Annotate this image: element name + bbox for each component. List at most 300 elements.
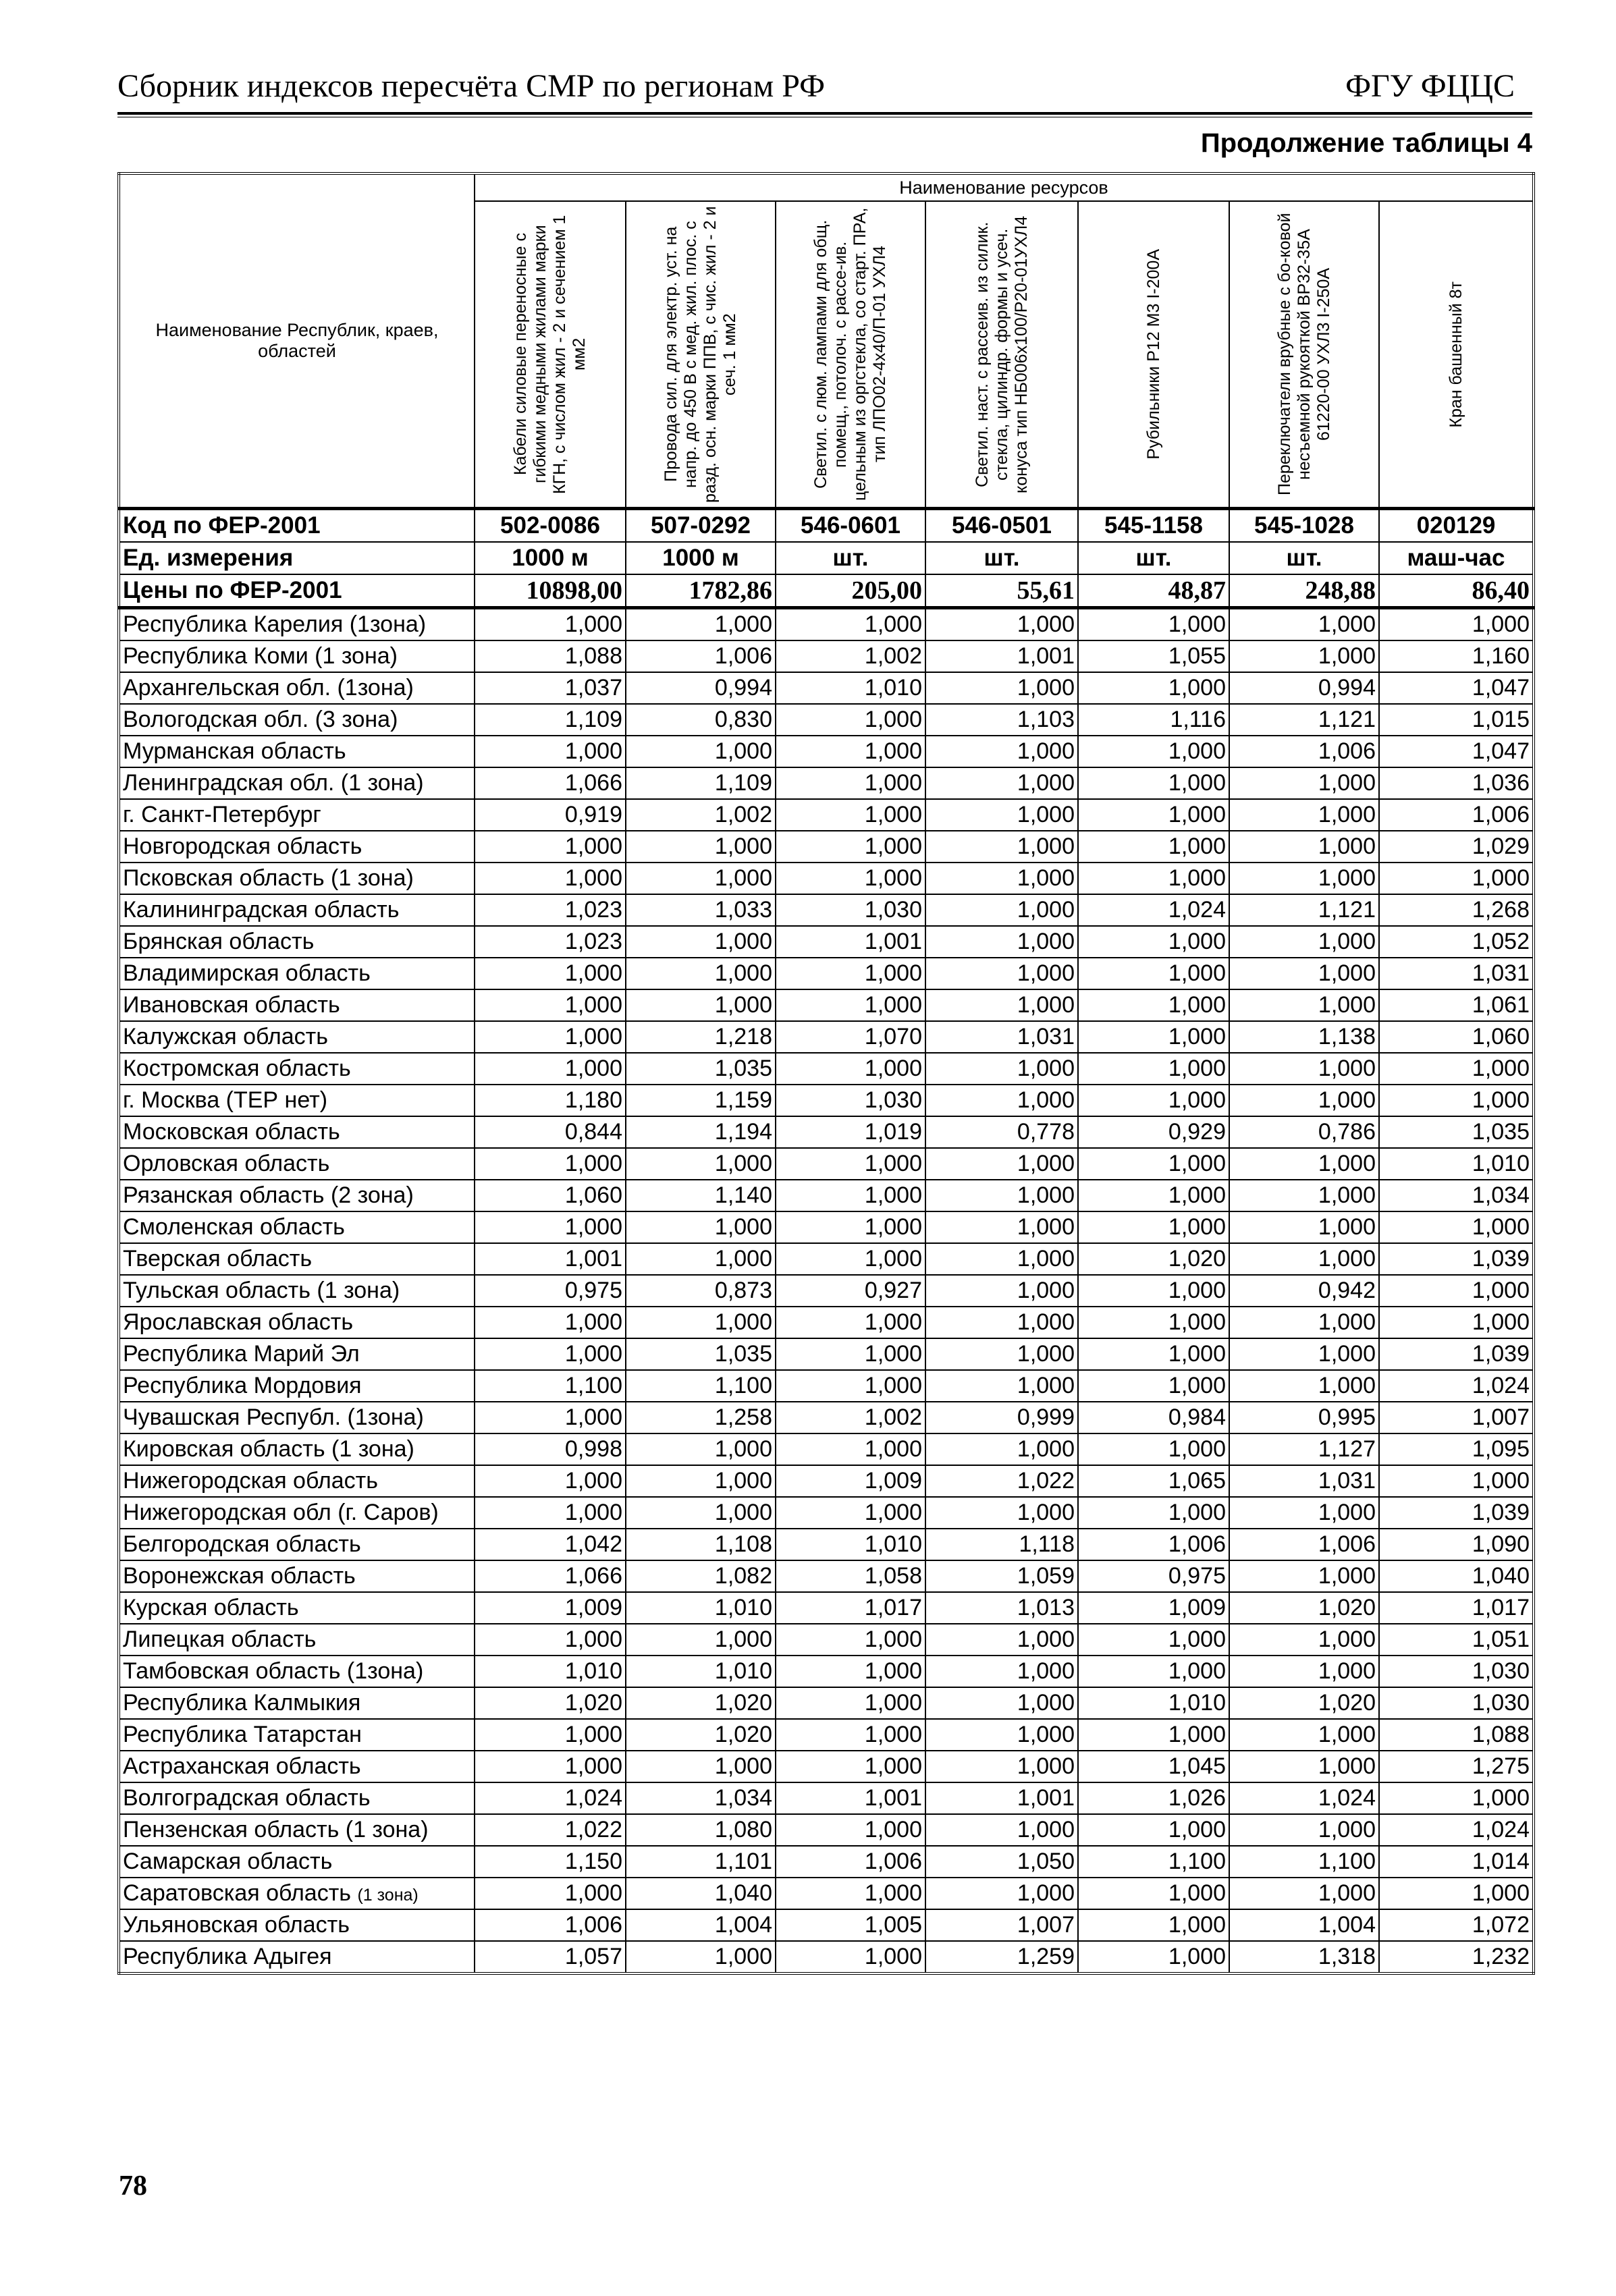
region-name: Брянская область: [123, 929, 315, 954]
table-row: [119, 1624, 1534, 1656]
region-name-cell: [119, 1021, 475, 1053]
index-value-cell: 1,072: [1379, 1909, 1534, 1941]
index-value-cell: 1,004: [1229, 1909, 1379, 1941]
index-value-cell: 1,000: [1379, 1307, 1534, 1338]
region-name: г. Санкт-Петербург: [123, 802, 321, 827]
index-value-cell: 1,001: [925, 1782, 1078, 1814]
region-name-cell: [119, 1529, 475, 1560]
index-value-cell: 1,101: [626, 1846, 776, 1878]
index-value-cell: 1,020: [1229, 1592, 1379, 1624]
index-value-cell: 1,039: [1379, 1497, 1534, 1529]
unit-cell: 1000 м: [626, 542, 776, 574]
fer-code-cell: 502-0086: [475, 509, 626, 543]
index-value-cell: 1,109: [626, 767, 776, 799]
index-value-cell: 0,844: [475, 1116, 626, 1148]
index-value-cell: 1,318: [1229, 1941, 1379, 1973]
index-value-cell: 1,000: [1229, 1751, 1379, 1782]
index-value-cell: 1,000: [626, 1148, 776, 1180]
index-value-cell: 1,020: [1229, 1687, 1379, 1719]
region-name-cell: [119, 1941, 475, 1973]
region-name: Ярославская область: [123, 1309, 354, 1335]
index-value-cell: 1,116: [1078, 704, 1229, 736]
index-value-cell: 1,000: [776, 1243, 925, 1275]
region-name-cell: [119, 1085, 475, 1116]
index-value-cell: 1,040: [1379, 1560, 1534, 1592]
index-value-cell: 1,000: [776, 989, 925, 1021]
index-value-cell: 1,000: [1078, 1497, 1229, 1529]
index-value-cell: 1,060: [475, 1180, 626, 1211]
index-value-cell: 1,000: [626, 736, 776, 767]
index-value-cell: 1,000: [776, 1211, 925, 1243]
region-name: Костромская область: [123, 1056, 351, 1081]
index-value-cell: 1,000: [626, 926, 776, 958]
index-value-cell: 1,047: [1379, 736, 1534, 767]
index-value-cell: 1,059: [925, 1560, 1078, 1592]
index-value-cell: 1,000: [925, 1053, 1078, 1085]
index-value-cell: 1,030: [776, 894, 925, 926]
region-name: Республика Карелия (1зона): [123, 611, 427, 637]
index-value-cell: 1,024: [1379, 1814, 1534, 1846]
index-value-cell: 0,942: [1229, 1275, 1379, 1307]
resource-column-header: [475, 201, 626, 509]
region-name: Курская область: [123, 1595, 299, 1620]
region-name: Московская область: [123, 1119, 340, 1145]
index-value-cell: 1,000: [1078, 1941, 1229, 1973]
index-value-cell: 1,000: [776, 1941, 925, 1973]
table-row: [119, 1307, 1534, 1338]
organization-name: ФГУ ФЦЦС: [1345, 68, 1515, 104]
resource-column-header: [1379, 201, 1534, 509]
table-row: [119, 1529, 1534, 1560]
index-value-cell: 1,000: [1229, 1307, 1379, 1338]
index-value-cell: 1,000: [925, 1338, 1078, 1370]
table-row: [119, 1021, 1534, 1053]
index-value-cell: 1,000: [626, 1211, 776, 1243]
region-name: Смоленская область: [123, 1214, 345, 1240]
index-value-cell: 1,000: [1078, 1148, 1229, 1180]
index-value-cell: 1,108: [626, 1529, 776, 1560]
unit-cell: шт.: [1229, 542, 1379, 574]
index-value-cell: 1,034: [626, 1782, 776, 1814]
table-row: [119, 672, 1534, 704]
index-value-cell: 1,000: [925, 1878, 1078, 1909]
table-row: [119, 704, 1534, 736]
resource-column-header: [626, 201, 776, 509]
region-name-cell: [119, 1402, 475, 1433]
index-value-cell: 1,000: [925, 1719, 1078, 1751]
index-value-cell: 1,000: [925, 989, 1078, 1021]
table-row: [119, 1560, 1534, 1592]
index-value-cell: 1,000: [1078, 926, 1229, 958]
index-value-cell: 1,000: [1229, 1211, 1379, 1243]
region-name-cell: [119, 1782, 475, 1814]
region-name-cell: [119, 989, 475, 1021]
index-value-cell: 1,000: [1229, 1370, 1379, 1402]
region-column-header: Наименование Республик, краев, областей: [119, 173, 475, 509]
index-value-cell: 1,100: [475, 1370, 626, 1402]
index-value-cell: 1,004: [626, 1909, 776, 1941]
index-value-cell: 0,994: [1229, 672, 1379, 704]
index-value-cell: 1,000: [626, 1465, 776, 1497]
region-name: Республика Калмыкия: [123, 1690, 361, 1716]
table-row: [119, 1592, 1534, 1624]
index-value-cell: 1,000: [1078, 1021, 1229, 1053]
index-value-cell: 1,024: [1229, 1782, 1379, 1814]
index-value-cell: 1,000: [1229, 1814, 1379, 1846]
index-value-cell: 1,000: [1078, 1433, 1229, 1465]
index-value-cell: 1,060: [1379, 1021, 1534, 1053]
index-value-cell: 1,010: [1078, 1687, 1229, 1719]
index-value-cell: 1,000: [776, 1307, 925, 1338]
index-value-cell: 1,088: [475, 640, 626, 672]
region-name: Ивановская область: [123, 992, 340, 1018]
fer-code-cell: 507-0292: [626, 509, 776, 543]
index-value-cell: 1,010: [475, 1656, 626, 1687]
index-value-cell: 1,000: [925, 1370, 1078, 1402]
index-value-cell: 1,000: [1379, 1085, 1534, 1116]
index-value-cell: 1,031: [1379, 958, 1534, 989]
region-name-cell: [119, 1560, 475, 1592]
index-value-cell: 1,024: [475, 1782, 626, 1814]
table-row: [119, 1211, 1534, 1243]
index-value-cell: 1,002: [626, 799, 776, 831]
table-row: [119, 1053, 1534, 1085]
index-value-cell: 0,919: [475, 799, 626, 831]
index-value-cell: 1,000: [1078, 1656, 1229, 1687]
region-name: Архангельская обл. (1зона): [123, 675, 414, 701]
index-value-cell: 1,000: [925, 863, 1078, 894]
index-value-cell: 1,039: [1379, 1338, 1534, 1370]
index-value-cell: 1,000: [1229, 1878, 1379, 1909]
table-row: [119, 1433, 1534, 1465]
region-name: Тверская область: [123, 1246, 313, 1272]
resources-header: Наименование ресурсов: [475, 173, 1534, 201]
price-cell: 55,61: [925, 574, 1078, 608]
index-value-cell: 1,051: [1379, 1624, 1534, 1656]
region-name: Республика Мордовия: [123, 1373, 362, 1398]
region-name: Калужская область: [123, 1024, 328, 1049]
table-row: [119, 1719, 1534, 1751]
index-value-cell: 1,001: [776, 1782, 925, 1814]
table-continuation-caption: Продолжение таблицы 4: [1200, 128, 1532, 158]
index-value-cell: 1,030: [1379, 1687, 1534, 1719]
region-name: Новгородская область: [123, 833, 362, 859]
table-row: [119, 799, 1534, 831]
index-value-cell: 1,000: [626, 989, 776, 1021]
index-value-cell: 1,000: [776, 1497, 925, 1529]
region-name-cell: [119, 1687, 475, 1719]
index-value-cell: 1,000: [1229, 989, 1379, 1021]
index-value-cell: 1,000: [776, 1148, 925, 1180]
index-value-cell: 1,070: [776, 1021, 925, 1053]
resource-column-header: [925, 201, 1078, 509]
region-name-cell: [119, 767, 475, 799]
index-value-cell: 1,000: [475, 1465, 626, 1497]
table-row: [119, 1909, 1534, 1941]
region-name: Белгородская область: [123, 1531, 361, 1557]
resource-column-header: [776, 201, 925, 509]
region-name-cell: [119, 1053, 475, 1085]
index-value-cell: 0,927: [776, 1275, 925, 1307]
index-value-cell: 1,000: [776, 958, 925, 989]
index-value-cell: 1,010: [776, 672, 925, 704]
region-name-cell: [119, 1338, 475, 1370]
index-value-cell: 1,000: [475, 736, 626, 767]
index-value-cell: 1,000: [776, 704, 925, 736]
region-name: Орловская область: [123, 1151, 330, 1176]
index-value-cell: 1,109: [475, 704, 626, 736]
index-value-cell: 1,000: [776, 1053, 925, 1085]
resource-name: Рубильники Р12 М3 I-200А: [1143, 249, 1163, 460]
index-value-cell: 1,000: [925, 767, 1078, 799]
index-value-cell: 1,001: [475, 1243, 626, 1275]
index-value-cell: 1,000: [776, 736, 925, 767]
index-value-cell: 1,022: [925, 1465, 1078, 1497]
index-value-cell: 1,006: [475, 1909, 626, 1941]
index-value-cell: 1,000: [776, 1878, 925, 1909]
index-value-cell: 1,058: [776, 1560, 925, 1592]
fer-code-cell: 545-1158: [1078, 509, 1229, 543]
index-value-cell: 1,000: [1078, 1053, 1229, 1085]
region-name: Мурманская область: [123, 738, 346, 764]
index-value-cell: 1,035: [1379, 1116, 1534, 1148]
index-value-cell: 1,007: [1379, 1402, 1534, 1433]
index-value-cell: 1,000: [925, 1148, 1078, 1180]
unit-label: Ед. измерения: [119, 542, 475, 574]
region-name-cell: [119, 1846, 475, 1878]
index-value-cell: 1,000: [1379, 1211, 1534, 1243]
index-value-cell: 1,000: [925, 1211, 1078, 1243]
region-name-cell: [119, 1814, 475, 1846]
table-row: [119, 1402, 1534, 1433]
region-name-cell: [119, 1878, 475, 1909]
index-value-cell: 1,000: [925, 736, 1078, 767]
table-row: [119, 1751, 1534, 1782]
index-value-cell: 1,000: [626, 1433, 776, 1465]
region-name: Ленинградская обл. (1 зона): [123, 770, 424, 796]
index-value-cell: 1,000: [475, 1624, 626, 1656]
table-row: [119, 1878, 1534, 1909]
index-value-cell: 1,000: [1379, 1878, 1534, 1909]
index-value-cell: 1,138: [1229, 1021, 1379, 1053]
region-name: Нижегородская обл (г. Саров): [123, 1500, 439, 1525]
index-value-cell: 1,000: [1229, 799, 1379, 831]
page-number: 78: [119, 2170, 147, 2202]
index-value-cell: 1,035: [626, 1053, 776, 1085]
index-value-cell: 1,000: [475, 1338, 626, 1370]
index-value-cell: 1,127: [1229, 1433, 1379, 1465]
index-value-cell: 1,000: [1229, 1053, 1379, 1085]
unit-cell: 1000 м: [475, 542, 626, 574]
index-value-cell: 1,000: [626, 1497, 776, 1529]
price-cell: 1782,86: [626, 574, 776, 608]
index-value-cell: 1,000: [626, 958, 776, 989]
region-name-cell: [119, 672, 475, 704]
index-value-cell: 1,000: [626, 1941, 776, 1973]
index-value-cell: 0,975: [475, 1275, 626, 1307]
index-value-cell: 1,020: [626, 1719, 776, 1751]
document-title: Сборник индексов пересчёта СМР по регионам РФ: [117, 68, 825, 104]
index-value-cell: 1,061: [1379, 989, 1534, 1021]
table-row: [119, 608, 1534, 641]
header-rule: [117, 112, 1532, 115]
index-value-cell: 0,994: [626, 672, 776, 704]
index-value-cell: 1,000: [1379, 608, 1534, 641]
index-value-cell: 1,029: [1379, 831, 1534, 863]
index-value-cell: 1,013: [925, 1592, 1078, 1624]
table-row: [119, 1656, 1534, 1687]
index-value-cell: 1,000: [1229, 1243, 1379, 1275]
table-row: [119, 1846, 1534, 1878]
index-value-cell: 1,000: [776, 1624, 925, 1656]
index-value-cell: 1,039: [1379, 1243, 1534, 1275]
region-name-cell: [119, 799, 475, 831]
index-value-cell: 1,080: [626, 1814, 776, 1846]
index-value-cell: 0,998: [475, 1433, 626, 1465]
index-value-cell: 1,014: [1379, 1846, 1534, 1878]
index-value-cell: 1,000: [475, 1307, 626, 1338]
fer-code-cell: 020129: [1379, 509, 1534, 543]
index-value-cell: 1,002: [776, 640, 925, 672]
region-name: Тульская область (1 зона): [123, 1278, 400, 1303]
index-value-cell: 1,000: [1379, 1053, 1534, 1085]
index-value-cell: 1,000: [475, 1878, 626, 1909]
index-value-cell: 1,065: [1078, 1465, 1229, 1497]
index-value-cell: 1,159: [626, 1085, 776, 1116]
index-value-cell: 1,258: [626, 1402, 776, 1433]
region-name-cell: [119, 831, 475, 863]
index-value-cell: 1,000: [475, 1497, 626, 1529]
index-value-cell: 1,000: [475, 1719, 626, 1751]
index-value-cell: 1,020: [1078, 1243, 1229, 1275]
index-value-cell: 1,000: [1078, 1275, 1229, 1307]
index-value-cell: 1,019: [776, 1116, 925, 1148]
index-value-cell: 1,000: [475, 863, 626, 894]
index-value-cell: 1,118: [925, 1529, 1078, 1560]
index-value-cell: 1,095: [1379, 1433, 1534, 1465]
index-value-cell: 1,000: [1078, 799, 1229, 831]
table-row: [119, 863, 1534, 894]
region-name-cell: [119, 1465, 475, 1497]
index-value-cell: 1,031: [1229, 1465, 1379, 1497]
resource-column-header: [1078, 201, 1229, 509]
index-value-cell: 1,000: [776, 1719, 925, 1751]
index-value-cell: 1,000: [1379, 863, 1534, 894]
index-value-cell: 1,000: [925, 1433, 1078, 1465]
index-value-cell: 1,000: [776, 1338, 925, 1370]
index-value-cell: 1,088: [1379, 1719, 1534, 1751]
index-value-cell: 1,000: [925, 1687, 1078, 1719]
index-value-cell: 1,090: [1379, 1529, 1534, 1560]
index-value-cell: 1,050: [925, 1846, 1078, 1878]
index-value-cell: 1,000: [626, 1624, 776, 1656]
index-value-cell: 1,121: [1229, 704, 1379, 736]
price-cell: 248,88: [1229, 574, 1379, 608]
table-row: [119, 1148, 1534, 1180]
region-name-cell: [119, 1624, 475, 1656]
resource-name: Переключатели врубные с бо-ковой несъемной рукояткой ВР32-35А 61220-00 УХЛ3 I-250А: [1274, 213, 1333, 496]
table-row: [119, 1941, 1534, 1973]
index-value-cell: 1,000: [776, 1433, 925, 1465]
index-value-cell: 1,066: [475, 767, 626, 799]
table-row: [119, 1085, 1534, 1116]
resource-name: Светил. наст. с рассеив. из силик. стекла, цилиндр. формы и усеч. конуса тип НБ006х100/Р20-01УХЛ4: [972, 215, 1031, 493]
index-value-cell: 1,000: [1078, 1338, 1229, 1370]
table-row: [119, 958, 1534, 989]
index-value-cell: 1,160: [1379, 640, 1534, 672]
index-value-cell: 1,180: [475, 1085, 626, 1116]
index-value-cell: 1,000: [1229, 1085, 1379, 1116]
index-value-cell: 1,000: [1229, 831, 1379, 863]
index-value-cell: 1,006: [626, 640, 776, 672]
index-value-cell: 1,000: [1229, 640, 1379, 672]
region-name-cell: [119, 1719, 475, 1751]
index-value-cell: 1,000: [1078, 1719, 1229, 1751]
index-value-cell: 1,000: [776, 1370, 925, 1402]
region-name-cell: [119, 926, 475, 958]
resource-name: Кабели силовые переносные с гибкими медными жилами марки КГН, с числом жил - 2 и сечением 1 мм2: [511, 215, 589, 494]
region-name: Тамбовская область (1зона): [123, 1658, 424, 1684]
table-row: [119, 894, 1534, 926]
index-value-cell: 1,000: [475, 1211, 626, 1243]
index-value-cell: 1,000: [1229, 1624, 1379, 1656]
price-cell: 205,00: [776, 574, 925, 608]
index-value-cell: 1,000: [475, 1021, 626, 1053]
index-value-cell: 1,000: [1229, 1719, 1379, 1751]
region-name-cell: [119, 1148, 475, 1180]
region-name: Воронежская область: [123, 1563, 356, 1589]
regional-indices-table: [117, 172, 1535, 1975]
table-row: [119, 926, 1534, 958]
index-value-cell: 1,000: [1078, 608, 1229, 641]
region-name-cell: [119, 1592, 475, 1624]
region-name: Республика Татарстан: [123, 1722, 362, 1747]
region-name: Республика Марий Эл: [123, 1341, 360, 1367]
region-name: Липецкая область: [123, 1627, 317, 1652]
index-value-cell: 1,000: [776, 767, 925, 799]
index-value-cell: 1,000: [1229, 1656, 1379, 1687]
region-name: Владимирская область: [123, 960, 371, 986]
index-value-cell: 1,001: [776, 926, 925, 958]
index-value-cell: 1,000: [925, 672, 1078, 704]
price-cell: 48,87: [1078, 574, 1229, 608]
index-value-cell: 0,786: [1229, 1116, 1379, 1148]
index-value-cell: 1,000: [1379, 1465, 1534, 1497]
index-value-cell: 1,017: [1379, 1592, 1534, 1624]
index-value-cell: 1,000: [626, 608, 776, 641]
index-value-cell: 1,000: [925, 1751, 1078, 1782]
region-name-cell: [119, 640, 475, 672]
index-value-cell: 1,066: [475, 1560, 626, 1592]
table-row: [119, 640, 1534, 672]
index-value-cell: 1,055: [1078, 640, 1229, 672]
index-value-cell: 1,000: [925, 1497, 1078, 1529]
index-value-cell: 1,024: [1379, 1370, 1534, 1402]
index-value-cell: 1,006: [1078, 1529, 1229, 1560]
region-name-cell: [119, 1180, 475, 1211]
resource-name: Провода сил. для электр. уст. на напр. до 450 В с мед. жил. плос. с разд. осн. марки ППВ, с чис. жил - 2 и сеч. 1 мм2: [662, 206, 739, 503]
unit-cell: шт.: [776, 542, 925, 574]
index-value-cell: 1,031: [925, 1021, 1078, 1053]
table-row: [119, 736, 1534, 767]
index-value-cell: 1,000: [925, 1814, 1078, 1846]
index-value-cell: 1,000: [1078, 1211, 1229, 1243]
table-row: [119, 1338, 1534, 1370]
index-value-cell: 1,000: [925, 1275, 1078, 1307]
index-value-cell: 1,006: [1229, 736, 1379, 767]
region-name-cell: [119, 958, 475, 989]
index-value-cell: 1,006: [776, 1846, 925, 1878]
